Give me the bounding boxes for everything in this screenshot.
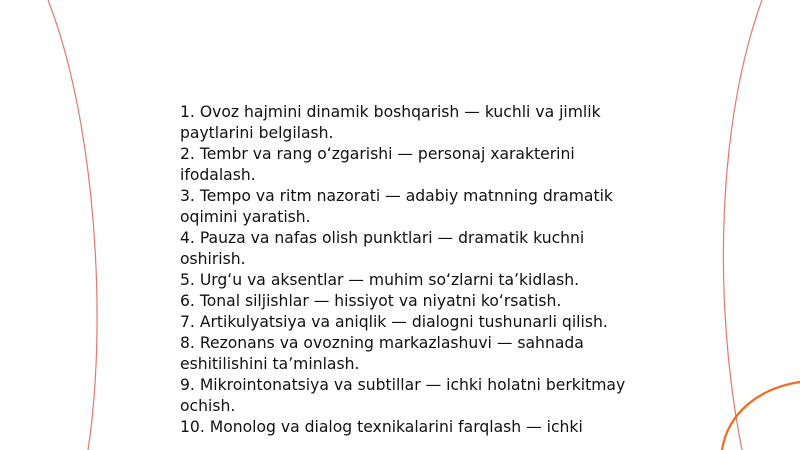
list-item: 6. Tonal siljishlar — hissiyot va niyatni koʻrsatish. (180, 292, 562, 310)
list-item: 10. Monolog va dialog texnikalarini farqlash — ichki (180, 418, 583, 436)
list-item: 1. Ovoz hajmini dinamik boshqarish — kuchli va jimlik paytlarini belgilash. (180, 103, 601, 142)
list-item: 8. Rezonans va ovozning markazlashuvi — sahnada eshitilishini taʼminlash. (180, 334, 584, 373)
list-item: 4. Pauza va nafas olish punktlari — dramatik kuchni oshirish. (180, 229, 585, 268)
list-item: 7. Artikulyatsiya va aniqlik — dialogni tushunarli qilish. (180, 313, 608, 331)
list-item: 3. Tempo va ritm nazorati — adabiy matnning dramatik oqimini yaratish. (180, 187, 613, 226)
right-arc-line (723, 0, 762, 450)
list-item: 5. Urgʻu va aksentlar — muhim soʻzlarni taʼkidlash. (180, 271, 580, 289)
list-item: 2. Tembr va rang oʻzgarishi — personaj xarakterini ifodalash. (180, 145, 575, 184)
technique-list (180, 102, 640, 438)
left-arc-line (48, 0, 97, 450)
list-item: 9. Mikrointonatsiya va subtillar — ichki holatni berkitmay ochish. (180, 376, 626, 415)
slide-content (180, 102, 640, 438)
orange-ring-accent (722, 382, 800, 450)
